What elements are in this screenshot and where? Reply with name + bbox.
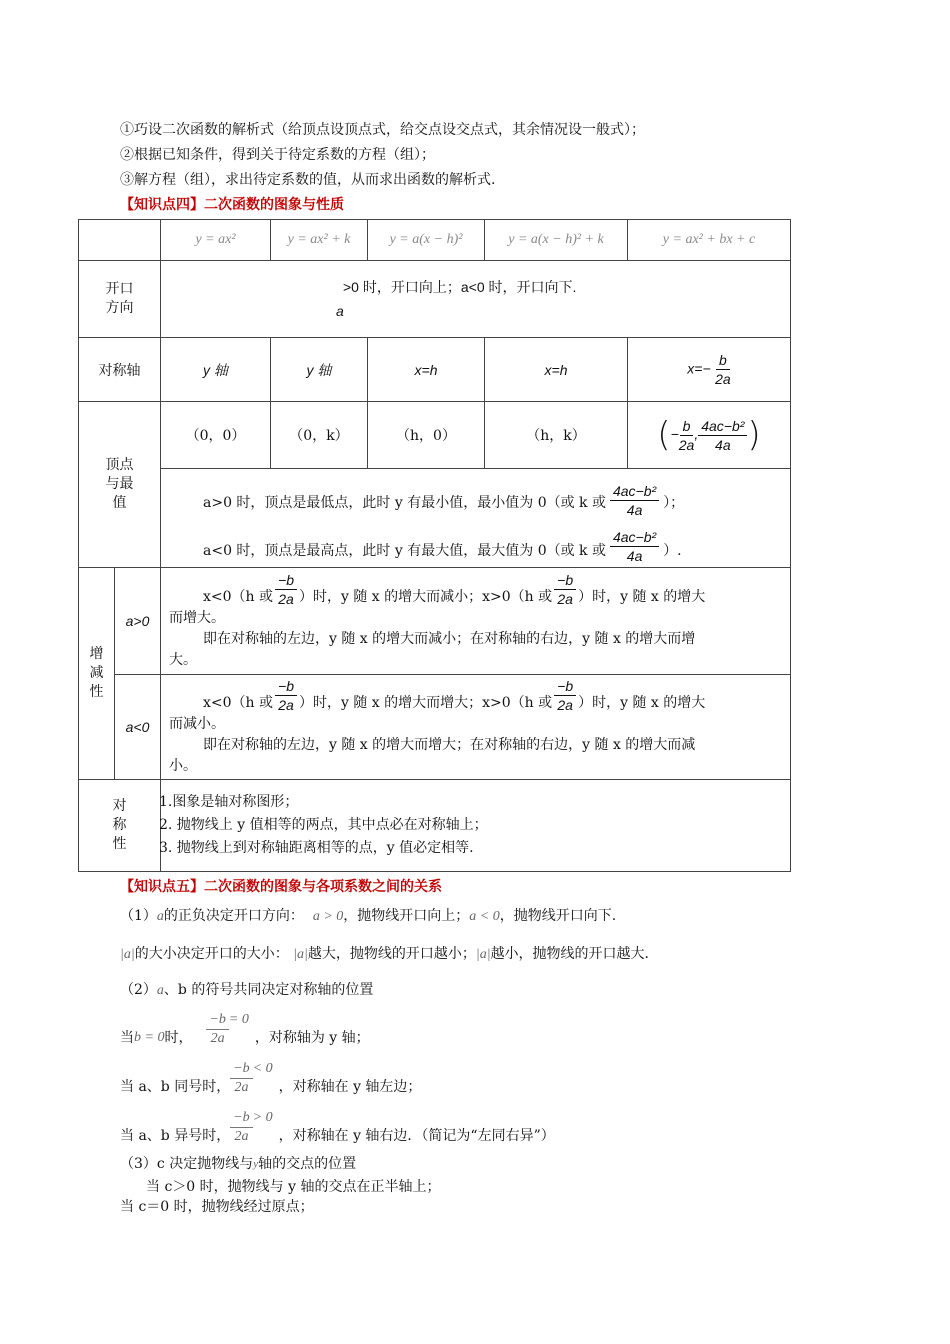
header-form-1: y = ax² bbox=[161, 220, 271, 261]
header-form-2: y = ax² + k bbox=[271, 220, 368, 261]
header-empty bbox=[79, 220, 161, 261]
header-form-3: y = a(x − h)² bbox=[368, 220, 485, 261]
symmetry-item: 1.图象是轴对称图形； bbox=[159, 794, 299, 810]
paragraph-5: 当 c＞0 时，抛物线与 y 轴的交点在正半轴上； bbox=[146, 1179, 441, 1195]
row-label-symmetry: 对称性 bbox=[79, 780, 161, 872]
opening-text: >0 时，开口向上；a<0 时，开口向下. a bbox=[161, 261, 791, 338]
paragraph-6: 当 c＝0 时，抛物线经过原点； bbox=[120, 1199, 314, 1215]
vertex-value-3: （h，0） bbox=[368, 402, 485, 469]
step-1: ①巧设二次函数的解析式（给顶点设顶点式，给交点设交点式，其余情况设一般式）； bbox=[120, 122, 645, 138]
header-form-5: y = ax² + bx + c bbox=[628, 220, 791, 261]
vertex-value-5: (− $\frac{b}{2a}$ , $\frac{\text{4ac−b²}}{4a}$ ) bbox=[628, 402, 791, 469]
monotonic-negative: x<0（h 或 $\frac{-b}{2a}$ ）时，y 随 x 的增大而增大；x>0（h 或 $\frac{-b}{2a}$ ）时，y 随 x 的增大 而减小。 即在对称轴的左边，y 随 x 的增大而增大；在对称轴的右边，y 随 x 的增大而减 小。 bbox=[161, 675, 791, 780]
axis-value-1: y 轴 bbox=[161, 338, 271, 402]
row-label-vertex: 顶点与最值 bbox=[79, 402, 161, 568]
properties-table bbox=[78, 219, 791, 872]
cond-a-negative: a<0 bbox=[115, 675, 161, 780]
step-2: ②根据已知条件，得到关于待定系数的方程（组）； bbox=[120, 147, 435, 163]
case-same-sign: 当 a、b 同号时， $\frac{-b}{2a}$ < 0 ，对称轴在 y 轴左边； bbox=[120, 1060, 422, 1095]
row-label-opening: 开口方向 bbox=[79, 261, 161, 338]
paragraph-3: （2）a、b 的符号共同决定对称轴的位置 bbox=[120, 982, 374, 998]
symmetry-item: 3. 抛物线上到对称轴距离相等的点，y 值必定相等. bbox=[159, 840, 474, 856]
case-diff-sign: 当 a、b 异号时， $\frac{-b}{2a}$ > 0 ，对称轴在 y 轴右边．（简记为“左同右异”） bbox=[120, 1109, 555, 1144]
cond-a-positive: a>0 bbox=[115, 568, 161, 675]
case-b-zero: 当 b = 0 时， $\frac{-b}{2a}$ = 0 ，对称轴为 y 轴； bbox=[120, 1011, 370, 1046]
axis-value-4: x=h bbox=[485, 338, 628, 402]
vertex-extremum: a>0 时，顶点是最低点，此时 y 有最小值，最小值为 0（或 k 或 $\frac{\text{4ac−b²}}{4a}$ ）； a<0 时，顶点是最高点，此时 y 有最大值，最大值为 0（或 k 或 $\frac{\text{4ac−b²}}{4a}$ ）. bbox=[161, 469, 791, 568]
paragraph-2: |a|的大小决定开口的大小： |a|越大，抛物线的开口越小；|a|越小，抛物线的开口越大. bbox=[120, 946, 650, 962]
paragraph-1: （1）a的正负决定开口方向： a > 0，抛物线开口向上；a < 0，抛物线开口向下. bbox=[120, 908, 617, 924]
header-form-4: y = a(x − h)² + k bbox=[485, 220, 628, 261]
step-3: ③解方程（组），求出待定系数的值，从而求出函数的解析式. bbox=[120, 172, 496, 188]
symmetry-items bbox=[161, 780, 791, 872]
vertex-value-2: （0，k） bbox=[271, 402, 368, 469]
section-5-title: 【知识点五】二次函数的图象与各项系数之间的关系 bbox=[120, 879, 442, 895]
symmetry-item: 2. 抛物线上 y 值相等的两点，其中点必在对称轴上； bbox=[159, 817, 488, 833]
monotonic-positive: x<0（h 或 $\frac{-b}{2a}$ ）时，y 随 x 的增大而减小；x>0（h 或 $\frac{-b}{2a}$ ）时，y 随 x 的增大 而增大。 即在对称轴的左边，y 随 x 的增大而减小；在对称轴的右边，y 随 x 的增大而增 大。 bbox=[161, 568, 791, 675]
section-4-title: 【知识点四】二次函数的图象与性质 bbox=[120, 197, 344, 213]
row-label-axis: 对称轴 bbox=[79, 338, 161, 402]
axis-value-3: x=h bbox=[368, 338, 485, 402]
axis-value-2: y 轴 bbox=[271, 338, 368, 402]
row-label-monotonic: 增减性 bbox=[79, 568, 115, 780]
paragraph-4: （3）c 决定抛物线与$^y$轴的交点的位置 bbox=[120, 1156, 357, 1172]
vertex-value-1: （0，0） bbox=[161, 402, 271, 469]
axis-value-5: x=− $\frac{b}{2a}$ bbox=[628, 338, 791, 402]
vertex-value-4: （h，k） bbox=[485, 402, 628, 469]
